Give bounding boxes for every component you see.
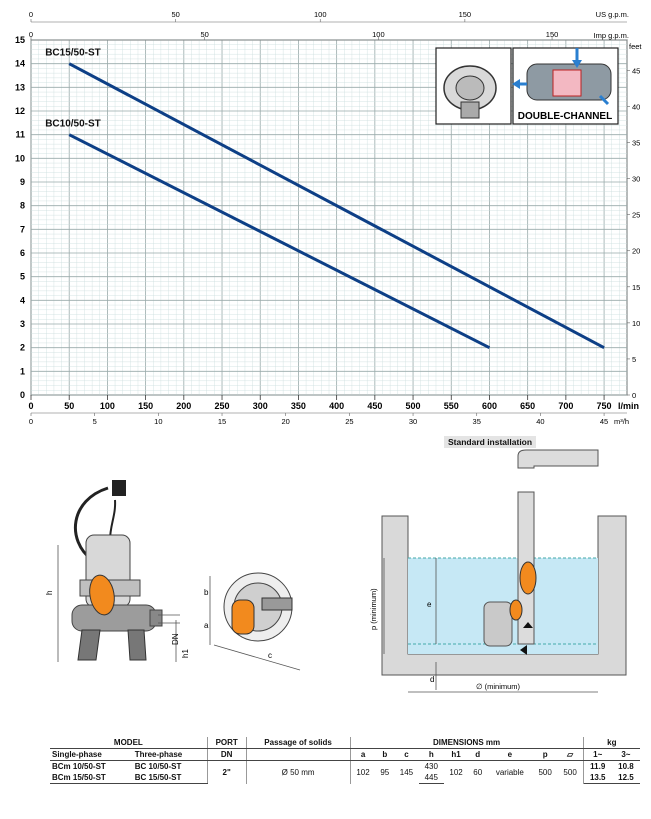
y-tick-label: 13 xyxy=(14,82,25,93)
x-tick-label: 300 xyxy=(252,401,268,411)
th-dimensions: DIMENSIONS mm xyxy=(350,737,583,749)
m3h-tick-label: 20 xyxy=(281,417,290,426)
feet-tick-label: 40 xyxy=(632,102,641,112)
y-tick-label: 5 xyxy=(19,271,25,282)
double-channel-inset xyxy=(436,48,618,124)
y-tick-label: 4 xyxy=(19,295,25,306)
th-col-c: c xyxy=(394,749,419,761)
impgpm-tick-label: 100 xyxy=(372,30,385,39)
x-tick-label: 350 xyxy=(290,401,306,411)
cell-dn: 2" xyxy=(207,761,246,784)
series-label: BC10/50-ST xyxy=(45,118,101,130)
m3h-tick-label: 45 xyxy=(599,417,609,426)
y-tick-label: 15 xyxy=(14,35,25,45)
x-tick-label: 50 xyxy=(64,401,75,411)
th-model: MODEL xyxy=(50,737,207,749)
x-tick-label: 500 xyxy=(405,401,421,411)
th-port: PORT xyxy=(207,737,246,749)
usgpm-tick-label: 50 xyxy=(171,10,180,19)
usgpm-tick-label: 150 xyxy=(458,10,472,19)
dim-c-label: c xyxy=(268,651,272,660)
th-col-h: h xyxy=(419,749,444,761)
y-tick-label: 2 xyxy=(19,342,25,353)
th-passage-sub xyxy=(246,749,350,761)
cell-single: BCm 10/50-ST xyxy=(52,762,106,771)
y-tick-label: 9 xyxy=(19,177,25,187)
cell-c: 145 xyxy=(399,767,414,777)
cell-a: 102 xyxy=(356,767,370,777)
cell-h: 445 xyxy=(419,772,444,784)
x-tick-label: 700 xyxy=(558,401,574,411)
y-tick-label: 3 xyxy=(19,319,25,329)
dim-b-label: b xyxy=(204,588,209,597)
impgpm-tick-label: 50 xyxy=(200,30,209,39)
table-header-row xyxy=(50,737,640,749)
cell-d: 60 xyxy=(473,767,483,777)
th-kg: kg xyxy=(583,737,640,749)
feet-tick-label: 5 xyxy=(632,354,637,364)
cell-h1: 102 xyxy=(449,767,463,777)
cell-h: 430 xyxy=(424,762,438,771)
feet-tick-label: 0 xyxy=(632,391,637,400)
th-col-d: d xyxy=(469,749,487,761)
y-tick-label: 6 xyxy=(19,248,25,258)
y-tick-label: 0 xyxy=(19,390,25,400)
th-kg3: 3~ xyxy=(612,749,640,761)
th-col-sq: ▱ xyxy=(558,749,584,761)
m3h-tick-label: 10 xyxy=(154,417,163,426)
spec-table xyxy=(50,737,640,784)
cell-b: 95 xyxy=(380,767,390,777)
y-tick-label: 7 xyxy=(19,224,25,235)
x-tick-label: 450 xyxy=(367,401,383,411)
x-tick-label: 550 xyxy=(443,401,459,411)
m3h-tick-label: 35 xyxy=(472,417,481,426)
th-col-a: a xyxy=(350,749,376,761)
table-row xyxy=(50,761,640,773)
y-tick-label: 1 xyxy=(19,366,25,377)
y-tick-label: 12 xyxy=(14,106,25,116)
cell-passage: Ø 50 mm xyxy=(246,761,350,784)
dim-d-label: d xyxy=(430,675,435,684)
impgpm-tick-label: 0 xyxy=(28,30,34,39)
x-tick-label: 400 xyxy=(329,401,345,411)
cell-kg3: 10.8 xyxy=(618,762,634,771)
cell-three: BC 10/50-ST xyxy=(133,761,208,773)
feet-tick-label: 20 xyxy=(632,246,641,256)
x-axis-label: l/min xyxy=(618,401,640,411)
y-tick-label: 10 xyxy=(14,153,25,164)
dim-e-label: e xyxy=(427,600,432,609)
cell-kg1: 13.5 xyxy=(583,772,612,784)
th-three-phase: Three-phase xyxy=(133,749,208,761)
table-subheader-row xyxy=(50,749,640,761)
cell-three: BC 15/50-ST xyxy=(133,772,208,784)
feet-tick-label: 10 xyxy=(632,318,641,328)
cell-e: variable xyxy=(495,767,524,777)
m3h-tick-label: 25 xyxy=(345,417,354,426)
x-tick-label: 600 xyxy=(481,401,497,411)
feet-tick-label: 30 xyxy=(632,174,641,184)
pump-drawings xyxy=(0,430,651,730)
x-tick-label: 0 xyxy=(28,401,34,411)
inset-label: DOUBLE-CHANNEL xyxy=(517,111,613,122)
cell-p: 500 xyxy=(538,767,552,777)
feet-axis-label: feet xyxy=(629,42,642,51)
m3h-tick-label: 0 xyxy=(28,417,34,426)
pump-side-view xyxy=(45,480,190,662)
dim-p-label: p (minimum) xyxy=(369,588,378,630)
dim-a-label: a xyxy=(204,621,209,630)
pump-top-view xyxy=(204,573,300,670)
th-single-phase: Single-phase xyxy=(50,749,133,761)
x-tick-label: 250 xyxy=(214,401,230,411)
m3h-tick-label: 30 xyxy=(408,417,418,426)
feet-tick-label: 15 xyxy=(632,282,641,292)
impgpm-axis-label: Imp g.p.m. xyxy=(593,31,629,40)
dim-width-label: ∅ (minimum) xyxy=(476,682,521,691)
x-tick-label: 150 xyxy=(138,401,154,411)
usgpm-axis-label: US g.p.m. xyxy=(595,10,629,19)
dim-dn-label: DN xyxy=(171,633,180,645)
feet-tick-label: 25 xyxy=(632,210,641,220)
installation-title: Standard installation xyxy=(444,436,536,448)
dim-h1-label: h1 xyxy=(181,649,190,658)
th-dn: DN xyxy=(207,749,246,761)
x-tick-label: 650 xyxy=(520,401,536,411)
x-tick-label: 750 xyxy=(596,401,612,411)
cell-sq: 500 xyxy=(558,761,584,784)
cell-kg3: 12.5 xyxy=(612,772,640,784)
m3h-axis-label: m³/h xyxy=(614,417,629,426)
th-col-p: p xyxy=(533,749,558,761)
m3h-tick-label: 15 xyxy=(217,417,227,426)
th-col-b: b xyxy=(376,749,394,761)
y-tick-label: 8 xyxy=(19,200,25,211)
impgpm-tick-label: 150 xyxy=(545,30,559,39)
m3h-tick-label: 5 xyxy=(92,417,97,426)
cell-single: BCm 15/50-ST xyxy=(50,772,133,784)
dim-h-label: h xyxy=(45,590,54,595)
th-col-e: e xyxy=(487,749,533,761)
standard-installation-diagram xyxy=(369,450,626,692)
x-tick-label: 100 xyxy=(99,401,115,411)
usgpm-tick-label: 100 xyxy=(313,10,327,19)
x-tick-label: 200 xyxy=(176,401,192,411)
feet-tick-label: 45 xyxy=(632,66,641,76)
series-label: BC15/50-ST xyxy=(45,47,101,59)
th-passage: Passage of solids xyxy=(246,737,350,749)
th-col-h1: h1 xyxy=(444,749,469,761)
feet-tick-label: 35 xyxy=(632,138,641,148)
usgpm-tick-label: 0 xyxy=(28,10,34,19)
y-tick-label: 14 xyxy=(14,58,25,69)
cell-kg1: 11.9 xyxy=(590,762,606,771)
y-tick-label: 11 xyxy=(15,129,25,140)
th-kg1: 1~ xyxy=(583,749,612,761)
m3h-tick-label: 40 xyxy=(536,417,545,426)
